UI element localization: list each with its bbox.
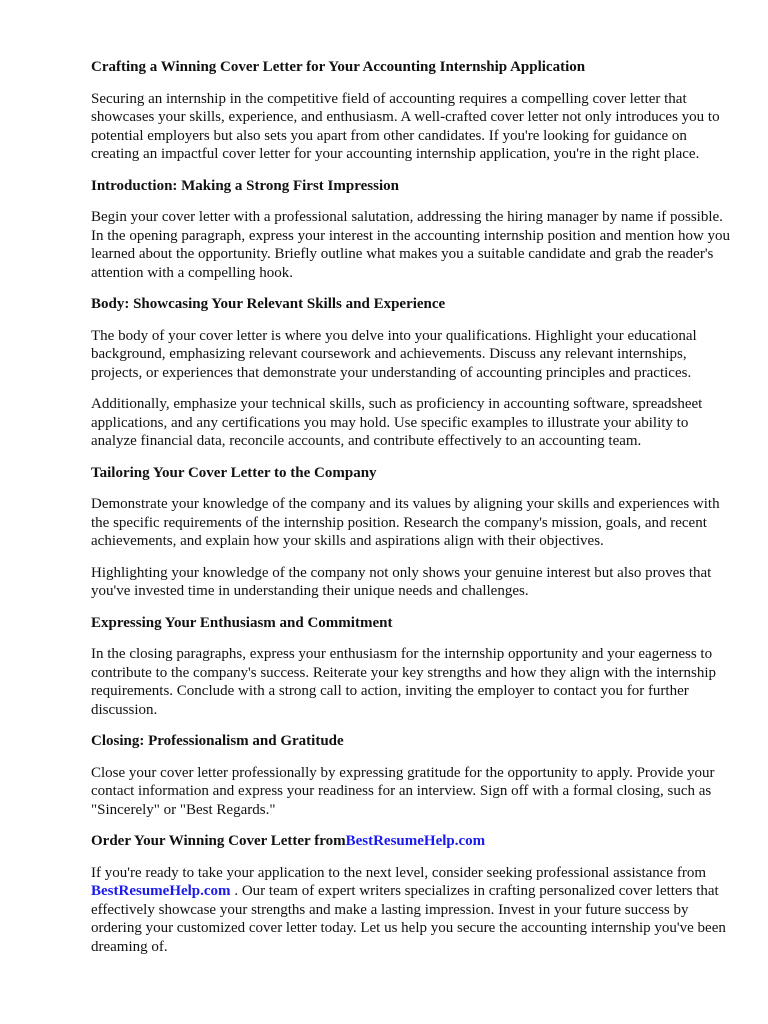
section-heading-closing: Closing: Professionalism and Gratitude	[91, 733, 344, 749]
document-page	[91, 58, 731, 969]
bestresumehelp-heading-link[interactable]: BestResumeHelp.com	[345, 833, 486, 849]
order-heading-prefix: Order Your Winning Cover Letter from	[91, 833, 346, 849]
intro-paragraph: Securing an internship in the competitive field of accounting requires a compelling cover letter that showcases your skills, experience, and enthusiasm. A well-crafted cover letter not only introduces you to potential employers but also sets you apart from other candidates. If you're looking for guidance on creating an impactful cover letter for your accounting internship application, you're in the right place.	[91, 90, 720, 162]
section-paragraph: Close your cover letter professionally by expressing gratitude for the opportunity to apply. Provide your contact information and express your readiness for an interview. Sign off with a formal closing, such as "Sincerely" or "Best Regards."	[91, 764, 715, 818]
section-paragraph: Begin your cover letter with a professional salutation, addressing the hiring manager by name if possible. In the opening paragraph, express your interest in the accounting internship position and mention how you learned about the opportunity. Briefly outline what makes you a suitable candidate and grab the reader's attention with a compelling hook.	[91, 209, 731, 281]
section-heading-order	[91, 832, 731, 851]
section-heading-body: Body: Showcasing Your Relevant Skills and Experience	[91, 296, 446, 312]
section-heading-introduction: Introduction: Making a Strong First Impression	[91, 177, 399, 194]
section-paragraph: Highlighting your knowledge of the company not only shows your genuine interest but also proves that you've invested time in understanding their unique needs and challenges.	[91, 564, 712, 599]
section-heading-enthusiasm: Expressing Your Enthusiasm and Commitment	[91, 614, 393, 631]
order-paragraph	[91, 864, 731, 957]
section-paragraph: Additionally, emphasize your technical skills, such as proficiency in accounting software, spreadsheet applications, and any certifications you may hold. Use specific examples to illustrate your ability to analyze financial data, reconcile accounts, and contribute effectively to an accounting team.	[91, 396, 703, 449]
section-paragraph: Demonstrate your knowledge of the company and its values by aligning your skills and experiences with the specific requirements of the internship position. Research the company's mission, goals, and recent achievements, and explain how your skills and aspirations align with their objectives.	[91, 496, 720, 549]
section-paragraph: The body of your cover letter is where you delve into your qualifications. Highlight your educational background, emphasizing relevant coursework and achievements. Discuss any relevant internships, projects, or experiences that demonstrate your understanding of accounting principles and practices.	[91, 327, 697, 381]
section-paragraph: In the closing paragraphs, express your enthusiasm for the internship opportunity and your eagerness to contribute to the company's success. Reiterate your key strengths and how they align with the internship requirements. Conclude with a strong call to action, inviting the employer to contact you for further discussion.	[91, 646, 717, 718]
order-paragraph-end: . Our team of expert writers specializes in crafting personalized cover letters that effectively showcase your strengths and make a lasting impression. Invest in your future success by ordering your customized cover letter today. Let us help you secure the accounting internship you've been dreaming of.	[91, 883, 726, 955]
order-paragraph-start: If you're ready to take your application to the next level, consider seeking professional assistance from	[91, 864, 706, 881]
section-heading-tailoring: Tailoring Your Cover Letter to the Company	[91, 464, 377, 481]
bestresumehelp-inline-link[interactable]: BestResumeHelp.com	[91, 883, 231, 899]
document-title: Crafting a Winning Cover Letter for Your Accounting Internship Application	[91, 59, 586, 75]
